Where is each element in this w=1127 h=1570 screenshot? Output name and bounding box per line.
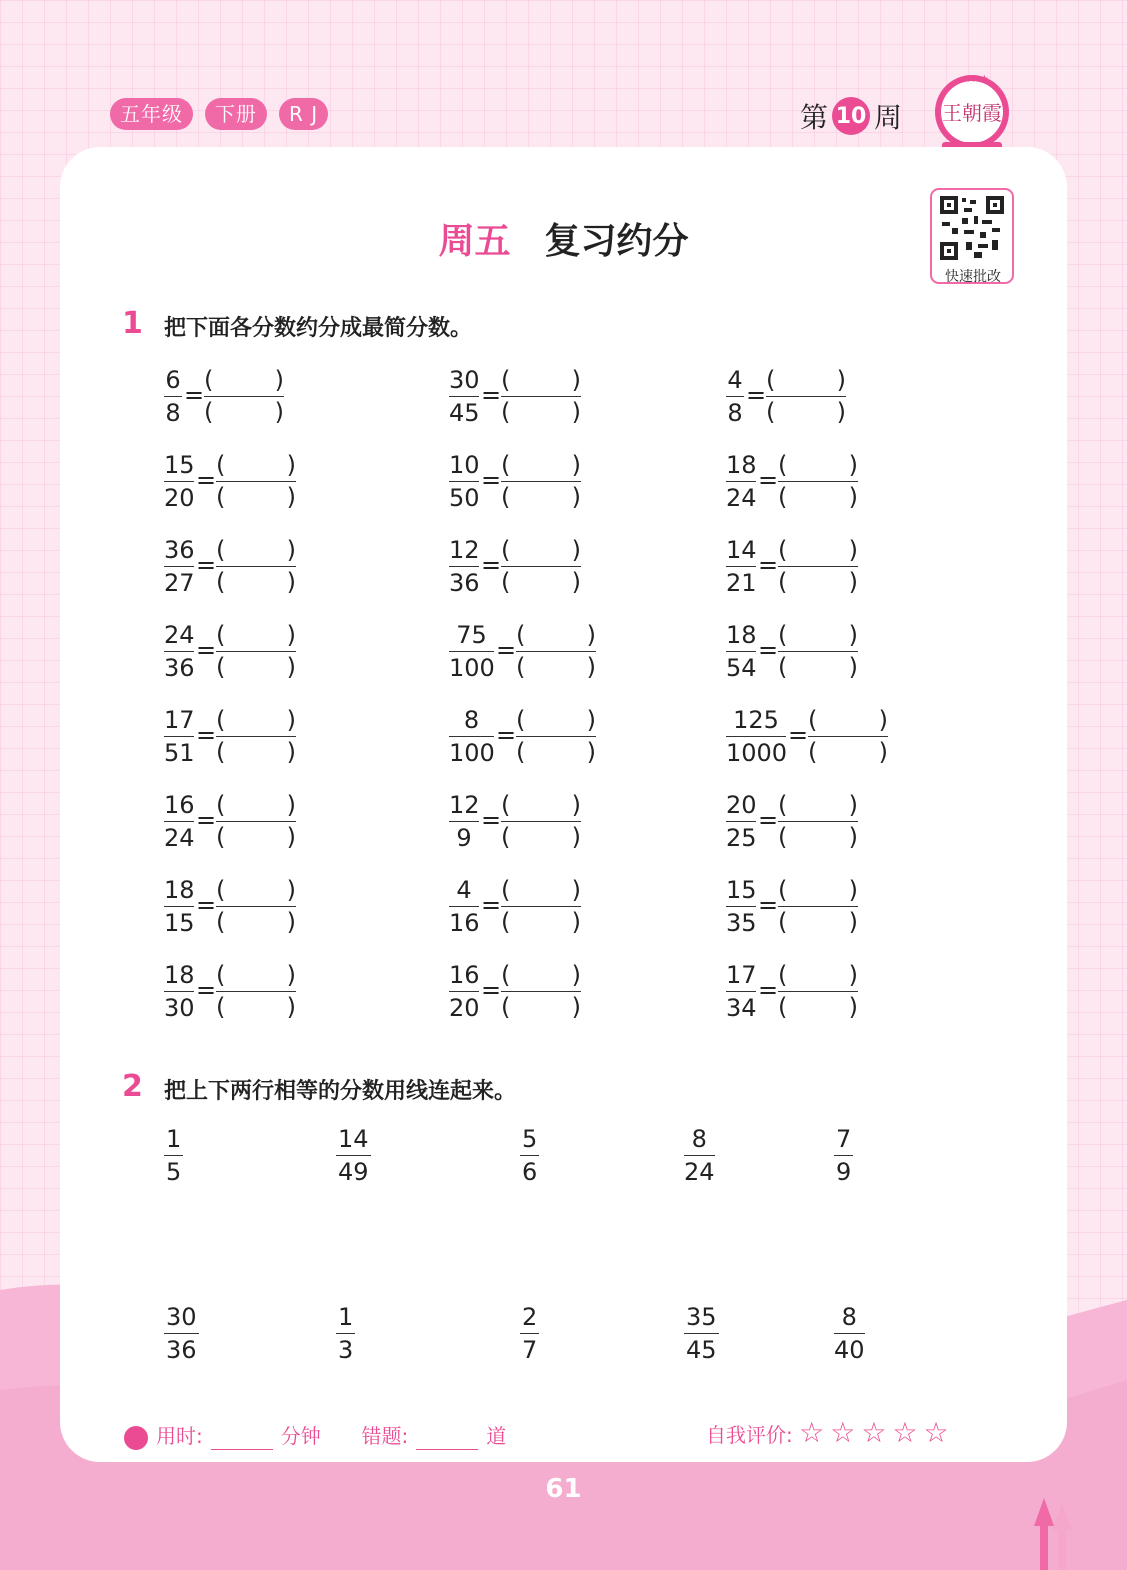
numerator: 16 — [449, 960, 479, 992]
denominator: 6 — [522, 1158, 538, 1186]
denominator: 9 — [836, 1158, 852, 1186]
numerator: 1 — [336, 1302, 355, 1334]
time-input[interactable] — [211, 1449, 273, 1450]
given-fraction — [726, 620, 756, 683]
numerator: 2 — [520, 1302, 539, 1334]
denominator: 24 — [684, 1158, 715, 1186]
numerator: 6 — [164, 365, 182, 397]
denominator: 30 — [164, 994, 195, 1022]
given-fraction — [449, 365, 479, 428]
denominator: 8 — [165, 399, 181, 427]
answer-blank[interactable]: ( ) ( ) — [778, 961, 858, 1021]
equals-sign: = — [758, 466, 779, 494]
equals-sign: = — [196, 721, 217, 749]
given-fraction — [449, 450, 479, 513]
given-fraction — [449, 620, 494, 683]
equals-sign: = — [758, 636, 779, 664]
errors-unit: 道 — [486, 1424, 507, 1448]
equals-sign: = — [196, 466, 217, 494]
numerator: 35 — [684, 1302, 719, 1334]
given-fraction — [164, 535, 194, 598]
given-fraction — [449, 960, 479, 1023]
answer-blank[interactable]: ( ) ( ) — [778, 621, 858, 681]
denominator: 9 — [456, 824, 472, 852]
section-2-instruction: 把上下两行相等的分数用线连起来。 — [164, 1079, 517, 1104]
answer-blank[interactable]: ( ) ( ) — [778, 451, 858, 511]
title-topic: 复习约分 — [544, 221, 689, 262]
numerator: 12 — [449, 790, 479, 822]
numerator: 8 — [449, 705, 494, 737]
denominator: 1000 — [726, 739, 788, 767]
numerator: 17 — [164, 705, 194, 737]
denominator: 40 — [834, 1336, 865, 1364]
denominator: 100 — [449, 739, 495, 767]
numerator: 30 — [449, 365, 479, 397]
equals-sign: = — [758, 976, 779, 1004]
answer-blank[interactable]: ( ) ( ) — [216, 876, 296, 936]
numerator: 7 — [834, 1124, 853, 1156]
equals-sign: = — [481, 806, 502, 834]
answer-blank[interactable]: ( ) ( ) — [778, 791, 858, 851]
given-fraction — [164, 365, 182, 428]
numerator: 14 — [726, 535, 756, 567]
week-suffix: 周 — [874, 101, 903, 134]
brand-logo — [932, 70, 1012, 156]
stopwatch-icon — [124, 1426, 148, 1450]
equals-sign: = — [788, 721, 809, 749]
errors-label: 错题: — [361, 1424, 409, 1448]
denominator: 45 — [449, 399, 480, 427]
match-fraction[interactable] — [834, 1302, 865, 1365]
numerator: 1 — [164, 1124, 183, 1156]
denominator: 5 — [166, 1158, 182, 1186]
numerator: 125 — [726, 705, 786, 737]
answer-blank[interactable]: ( ) ( ) — [501, 791, 581, 851]
denominator: 15 — [164, 909, 195, 937]
numerator: 15 — [726, 875, 756, 907]
week-number: 10 — [832, 97, 870, 135]
match-fraction[interactable] — [834, 1124, 853, 1187]
numerator: 30 — [164, 1302, 199, 1334]
numerator: 8 — [684, 1124, 715, 1156]
answer-blank[interactable]: ( ) ( ) — [501, 536, 581, 596]
match-fraction[interactable] — [336, 1124, 371, 1187]
answer-blank[interactable]: ( ) ( ) — [501, 366, 581, 426]
self-evaluation — [706, 1416, 955, 1449]
edition-tag: R J — [279, 98, 328, 130]
page-number: 61 — [545, 1474, 582, 1504]
section-1-number: 1 — [122, 306, 143, 341]
numerator: 75 — [449, 620, 494, 652]
week-prefix: 第 — [800, 101, 829, 134]
numerator: 17 — [726, 960, 756, 992]
given-fraction — [164, 790, 194, 853]
self-eval-label: 自我评价: — [706, 1423, 793, 1447]
denominator: 36 — [164, 654, 195, 682]
denominator: 50 — [449, 484, 480, 512]
equals-sign: = — [196, 976, 217, 1004]
answer-blank[interactable]: ( ) ( ) — [204, 366, 284, 426]
denominator: 36 — [449, 569, 480, 597]
match-fraction[interactable] — [520, 1302, 539, 1365]
denominator: 3 — [338, 1336, 354, 1364]
numerator: 16 — [164, 790, 194, 822]
answer-blank[interactable]: ( ) ( ) — [216, 536, 296, 596]
given-fraction — [726, 790, 756, 853]
title-day: 周五 — [438, 221, 511, 262]
answer-blank[interactable]: ( ) ( ) — [501, 876, 581, 936]
equals-sign: = — [481, 976, 502, 1004]
time-tracker — [124, 1420, 506, 1450]
numerator: 18 — [164, 960, 194, 992]
equals-sign: = — [184, 381, 205, 409]
denominator: 51 — [164, 739, 195, 767]
numerator: 10 — [449, 450, 479, 482]
equals-sign: = — [196, 806, 217, 834]
match-fraction[interactable] — [684, 1124, 715, 1187]
equals-sign: = — [758, 891, 779, 919]
arrow-decoration-icon — [1030, 1490, 1080, 1570]
answer-blank[interactable]: ( ) ( ) — [501, 961, 581, 1021]
match-fraction[interactable] — [164, 1302, 199, 1365]
answer-blank[interactable]: ( ) ( ) — [766, 366, 846, 426]
section-1-instruction: 把下面各分数约分成最简分数。 — [164, 316, 473, 341]
answer-blank[interactable]: ( ) ( ) — [808, 706, 888, 766]
denominator: 24 — [164, 824, 195, 852]
answer-blank[interactable]: ( ) ( ) — [216, 621, 296, 681]
denominator: 45 — [686, 1336, 717, 1364]
answer-blank[interactable]: ( ) ( ) — [516, 706, 596, 766]
answer-blank[interactable]: ( ) ( ) — [216, 791, 296, 851]
denominator: 8 — [727, 399, 743, 427]
equals-sign: = — [196, 551, 217, 579]
equals-sign: = — [758, 551, 779, 579]
answer-blank[interactable]: ( ) ( ) — [216, 451, 296, 511]
denominator: 20 — [449, 994, 480, 1022]
denominator: 21 — [726, 569, 757, 597]
given-fraction — [449, 790, 479, 853]
given-fraction — [726, 450, 756, 513]
numerator: 12 — [449, 535, 479, 567]
equals-sign: = — [496, 721, 517, 749]
numerator: 36 — [164, 535, 194, 567]
equals-sign: = — [196, 636, 217, 664]
time-label: 用时: — [156, 1424, 203, 1448]
equals-sign: = — [196, 891, 217, 919]
denominator: 20 — [164, 484, 195, 512]
numerator: 4 — [449, 875, 479, 907]
given-fraction — [726, 960, 756, 1023]
equals-sign: = — [746, 381, 767, 409]
denominator: 54 — [726, 654, 757, 682]
equals-sign: = — [758, 806, 779, 834]
equals-sign: = — [481, 891, 502, 919]
numerator: 15 — [164, 450, 194, 482]
given-fraction — [449, 705, 494, 768]
equals-sign: = — [481, 381, 502, 409]
given-fraction — [449, 535, 479, 598]
answer-blank[interactable]: ( ) ( ) — [778, 876, 858, 936]
grade-tag: 五年级 — [110, 98, 193, 130]
svg-text:★★★: ★★★ — [962, 74, 989, 85]
rating-stars[interactable]: ☆☆☆☆☆ — [799, 1416, 955, 1449]
equals-sign: = — [496, 636, 517, 664]
answer-blank[interactable]: ( ) ( ) — [216, 706, 296, 766]
section-2-number: 2 — [122, 1069, 143, 1104]
match-fraction[interactable] — [164, 1124, 183, 1187]
denominator: 49 — [338, 1158, 369, 1186]
denominator: 36 — [166, 1336, 197, 1364]
logo-text: 王朝霞 — [942, 101, 1002, 125]
given-fraction — [726, 535, 756, 598]
match-fraction[interactable] — [684, 1302, 719, 1365]
equals-sign: = — [481, 466, 502, 494]
denominator: 7 — [522, 1336, 538, 1364]
numerator: 18 — [726, 450, 756, 482]
numerator: 18 — [164, 875, 194, 907]
numerator: 20 — [726, 790, 756, 822]
denominator: 35 — [726, 909, 757, 937]
errors-input[interactable] — [416, 1449, 478, 1450]
given-fraction — [164, 705, 194, 768]
numerator: 8 — [834, 1302, 865, 1334]
denominator: 100 — [449, 654, 495, 682]
numerator: 24 — [164, 620, 194, 652]
denominator: 25 — [726, 824, 757, 852]
week-label — [800, 96, 902, 136]
numerator: 5 — [520, 1124, 539, 1156]
given-fraction — [726, 705, 786, 768]
match-fraction[interactable] — [336, 1302, 355, 1365]
denominator: 16 — [449, 909, 480, 937]
given-fraction — [164, 620, 194, 683]
numerator: 18 — [726, 620, 756, 652]
denominator: 27 — [164, 569, 195, 597]
qr-label: 快速批改 — [945, 269, 1001, 285]
equals-sign: = — [481, 551, 502, 579]
answer-blank[interactable]: ( ) ( ) — [778, 536, 858, 596]
answer-blank[interactable]: ( ) ( ) — [516, 621, 596, 681]
given-fraction — [726, 365, 744, 428]
given-fraction — [164, 875, 194, 938]
answer-blank[interactable]: ( ) ( ) — [501, 451, 581, 511]
given-fraction — [164, 960, 194, 1023]
given-fraction — [449, 875, 479, 938]
header-tags — [110, 98, 328, 130]
numerator: 4 — [726, 365, 744, 397]
time-unit: 分钟 — [280, 1424, 321, 1448]
volume-tag: 下册 — [205, 98, 267, 130]
denominator: 34 — [726, 994, 757, 1022]
match-fraction[interactable] — [520, 1124, 539, 1187]
given-fraction — [726, 875, 756, 938]
given-fraction — [164, 450, 194, 513]
answer-blank[interactable]: ( ) ( ) — [216, 961, 296, 1021]
numerator: 14 — [336, 1124, 371, 1156]
denominator: 24 — [726, 484, 757, 512]
